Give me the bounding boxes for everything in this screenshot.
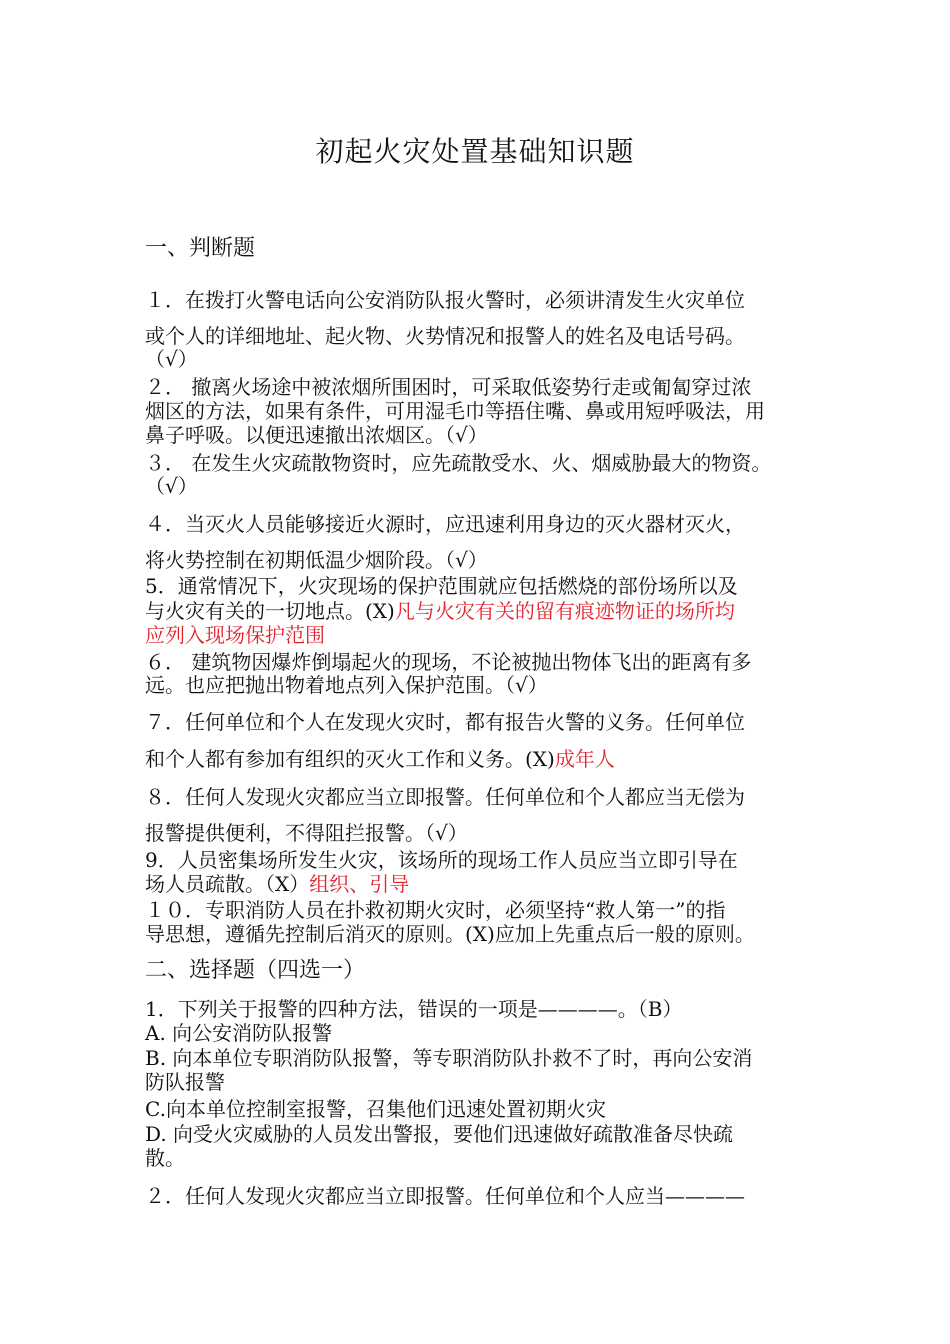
text-line: ６． 建筑物因爆炸倒塌起火的现场，不论被抛出物体飞出的距离有多 bbox=[145, 650, 752, 674]
text-line: 鼻子呼吸。以便迅速撤出浓烟区。（√） bbox=[145, 423, 488, 447]
text-line: ８．任何人发现火灾都应当立即报警。任何单位和个人都应当无偿为 bbox=[145, 785, 745, 809]
text-line: 5．通常情况下，火灾现场的保护范围就应包括燃烧的部份场所以及 bbox=[145, 574, 738, 598]
text-line: 烟区的方法，如果有条件，可用湿毛巾等捂住嘴、鼻或用短呼吸法，用 bbox=[145, 399, 765, 423]
answer-note: 应列入现场保护范围 bbox=[145, 623, 325, 647]
answer-note: 组织、引导 bbox=[309, 872, 410, 896]
text-line: 9．人员密集场所发生火灾，该场所的现场工作人员应当立即引导在 bbox=[145, 848, 738, 872]
text-line: 与火灾有关的一切地点。(X)凡与火灾有关的留有痕迹物证的场所均 bbox=[145, 599, 735, 623]
text-line: ２． 撤离火场途中被浓烟所围困时，可采取低姿势行走或匍匐穿过浓 bbox=[145, 375, 752, 399]
text-line: ３． 在发生火灾疏散物资时，应先疏散受水、火、烟威胁最大的物资。 bbox=[145, 451, 772, 475]
answer-note: 成年人 bbox=[554, 747, 615, 771]
text-line: （√） bbox=[145, 474, 198, 498]
text-line: 将火势控制在初期低温少烟阶段。（√） bbox=[145, 548, 488, 572]
document-title: 初起火灾处置基础知识题 bbox=[315, 135, 635, 168]
text-line: （√） bbox=[145, 347, 198, 371]
text-line: 和个人都有参加有组织的灭火工作和义务。(X)成年人 bbox=[145, 747, 615, 771]
text-line: C.向本单位控制室报警，召集他们迅速处置初期火灾 bbox=[145, 1097, 606, 1121]
section-heading-judgement: 一、判断题 bbox=[145, 236, 256, 261]
text-line: 场人员疏散。（X）组织、引导 bbox=[145, 872, 410, 896]
text-line: ４．当灭火人员能够接近火源时，应迅速利用身边的灭火器材灭火， bbox=[145, 512, 745, 536]
text-line: 防队报警 bbox=[145, 1070, 225, 1094]
text-line: 报警提供便利，不得阻拦报警。（√） bbox=[145, 821, 468, 845]
text-line: B. 向本单位专职消防队报警，等专职消防队扑救不了时，再向公安消 bbox=[145, 1046, 753, 1070]
text-line bbox=[145, 623, 815, 647]
section-heading-choice: 二、选择题（四选一） bbox=[145, 958, 366, 983]
text-line: １０．专职消防人员在扑救初期火灾时，必须坚持“救人第一”的指 bbox=[145, 898, 726, 922]
text-line: D. 向受火灾威胁的人员发出警报，要他们迅速做好疏散准备尽快疏 bbox=[145, 1122, 734, 1146]
text-line: 或个人的详细地址、起火物、火势情况和报警人的姓名及电话号码。 bbox=[145, 324, 745, 348]
answer-note: 凡与火灾有关的留有痕迹物证的场所均 bbox=[394, 599, 735, 623]
text-line: 散。 bbox=[145, 1146, 185, 1170]
text-line: 远。也应把抛出物着地点列入保护范围。（√） bbox=[145, 673, 548, 697]
text-line: A. 向公安消防队报警 bbox=[145, 1021, 333, 1045]
text-line: ７．任何单位和个人在发现火灾时，都有报告火警的义务。任何单位 bbox=[145, 710, 745, 734]
text-line: 导思想，遵循先控制后消灭的原则。(X)应加上先重点后一般的原则。 bbox=[145, 922, 755, 946]
text-line: ２．任何人发现火灾都应当立即报警。任何单位和个人应当———— bbox=[145, 1184, 745, 1208]
text-line: １．在拨打火警电话向公安消防队报火警时，必须讲清发生火灾单位 bbox=[145, 288, 745, 312]
text-line: 1．下列关于报警的四种方法，错误的一项是————。（B） bbox=[145, 997, 683, 1021]
